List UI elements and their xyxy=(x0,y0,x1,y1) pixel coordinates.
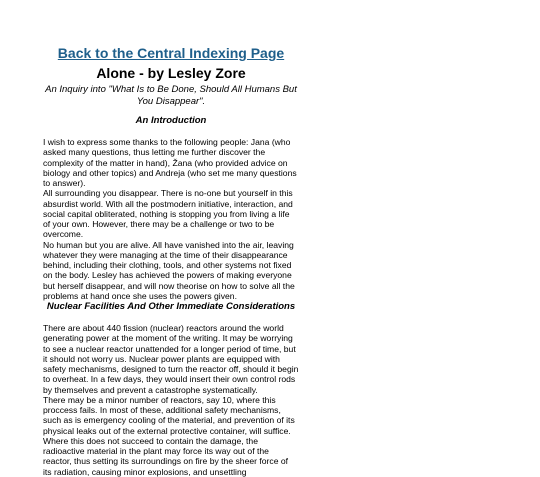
section-heading-nuclear: Nuclear Facilities And Other Immediate Considerations xyxy=(46,301,296,312)
article-column xyxy=(43,44,299,477)
introduction-body xyxy=(43,137,299,301)
paragraph-reactors: There are about 440 fission (nuclear) reactors around the world generating power at the moment of the writing. It may be worrying to see a nuclear reactor unattended for a longer period of time, but it should not worry us. Nuclear power plants are equipped with safety mechanisms, designed to turn the reactor off, should it begin to overheat. In a few days, they would insert their own control rods by themselves and prevent a catastrophe systematically. xyxy=(43,323,299,395)
paragraph-thanks: I wish to express some thanks to the following people: Jana (who asked many questions, thus letting me further discover the complexity of the matter in hand), Žana (who provided advice on biology and other topics) and Andreja (who set me many questions to answer). xyxy=(43,137,297,188)
paragraph-failures: There may be a minor number of reactors, say 10, where this proccess fails. In most of these, additional safety mechanisms, such as is emergency cooling of the material, and prevention of its physical leaks out of the external protective container, will suffice. Where this does not succeed to contain the damage, the radioactive material in the plant may force its way out of the reactor, thus setting its surroundings on fire by the sheer force of its radiation, causing minor explosions, and unsettling xyxy=(43,394,295,477)
section-heading-introduction: An Introduction xyxy=(135,115,207,126)
page-title: Alone - by Lesley Zore xyxy=(96,65,246,81)
paragraph-all-disappear: All surrounding you disappear. There is no-one but yourself in this absurdist world. With all the postmodern initiative, interaction, and social capital obliterated, nothing is stopping you from living a life of your own. However, there may be a challenge or two to be overcome. xyxy=(43,188,293,240)
back-to-index-link[interactable]: Back to the Central Indexing Page xyxy=(57,45,285,61)
page-subtitle: An Inquiry into "What Is to Be Done, Should All Humans But You Disappear". xyxy=(45,84,297,107)
paragraph-no-human: No human but you are alive. All have vanished into the air, leaving whatever they were managing at the time of their disappearance behind, including their clothing, tools, and other systems not fixed on the body. Lesley has achieved the powers of making everyone but herself disappear, and will now theorise on how to solve all the problems at hand once she uses the powers given. xyxy=(43,239,295,301)
nuclear-body xyxy=(43,323,299,477)
